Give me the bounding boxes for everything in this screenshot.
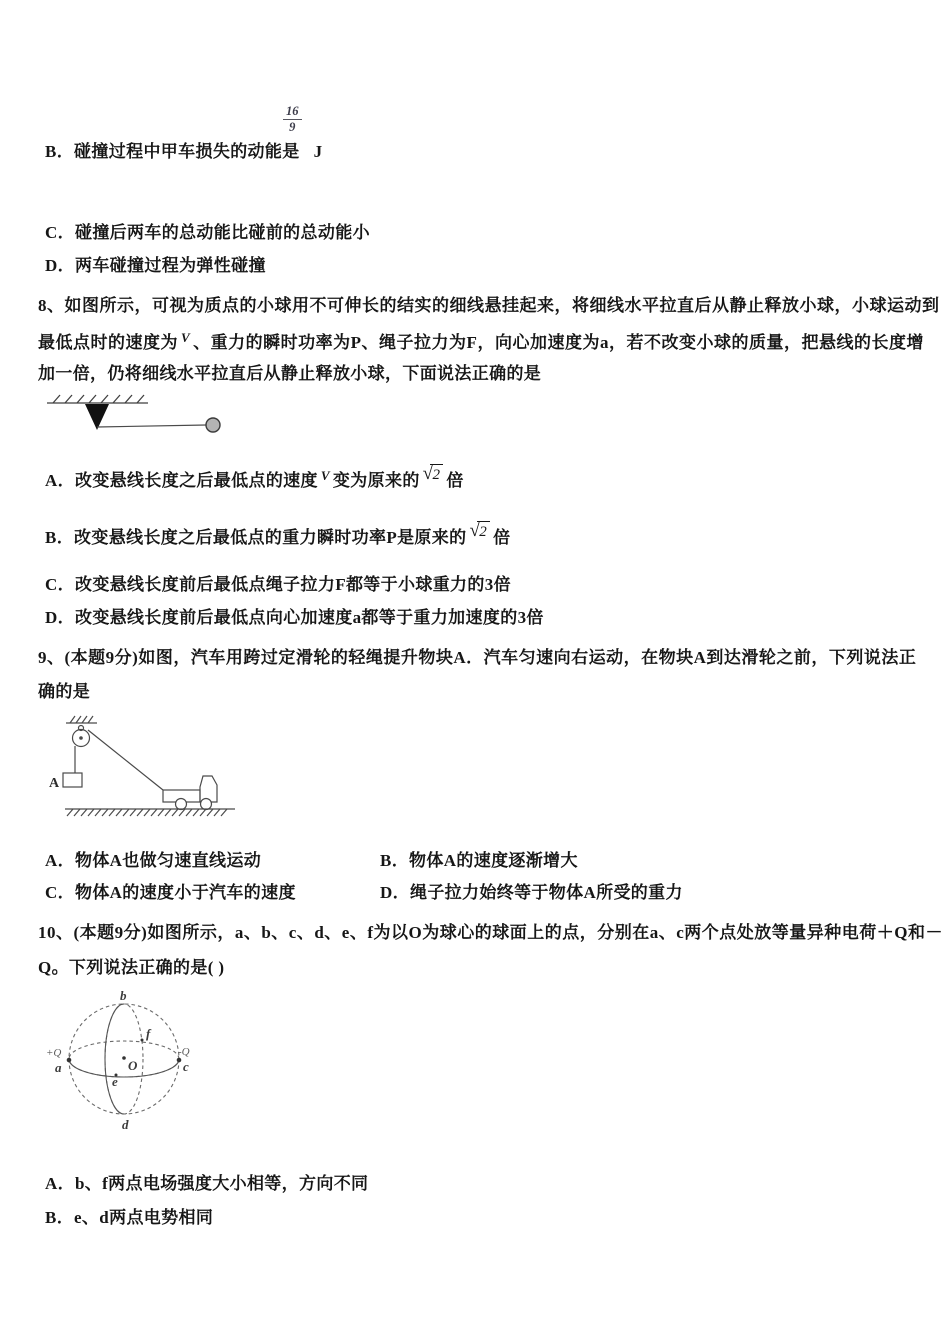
prev-option-d: D．两车碰撞过程为弹性碰撞 <box>45 256 266 275</box>
q8-stem-line-2 <box>38 327 924 353</box>
pivot-triangle-icon <box>85 404 109 430</box>
q9-option-d: D．绳子拉力始终等于物体A所受的重力 <box>380 883 683 902</box>
label-e: e <box>112 1074 118 1089</box>
q8-stem-line-2-post: 、重力的瞬时功率为P、绳子拉力为F，向心加速度为a，若不改变小球的质量，把悬线的长度增 <box>193 333 924 352</box>
point-f-dot <box>141 1039 144 1042</box>
ceiling-hatch <box>66 716 97 723</box>
prev-option-b <box>45 141 322 162</box>
label-c: c <box>183 1059 189 1074</box>
prev-option-c: C．碰撞后两车的总动能比碰前的总动能小 <box>45 223 370 242</box>
sqrt-2-symbol: √2 <box>469 520 490 543</box>
ball-icon <box>206 418 220 432</box>
q8-option-a-mid: 变为原来的 <box>332 471 420 490</box>
q9-stem-line-2: 确的是 <box>38 682 91 701</box>
q8-option-a <box>45 465 464 493</box>
label-plus-q: +Q <box>46 1047 62 1059</box>
q8-option-c: C．改变悬线长度前后最低点绳子拉力F都等于小球重力的3倍 <box>45 575 511 594</box>
prev-option-b-unit: J <box>313 142 323 161</box>
q9-option-c: C．物体A的速度小于汽车的速度 <box>45 883 296 902</box>
q8-option-d: D．改变悬线长度前后最低点向心加速度a都等于重力加速度的3倍 <box>45 608 544 627</box>
q8-option-b-pre: B．改变悬线长度之后最低点的重力瞬时功率P是原来的 <box>45 528 467 547</box>
block-a-label: A <box>49 776 60 791</box>
truck-wheel <box>176 799 187 810</box>
label-f: f <box>146 1026 151 1041</box>
q8-option-b <box>45 520 511 550</box>
velocity-symbol: V <box>181 330 191 345</box>
ground-hatch <box>65 809 235 816</box>
prev-option-b-text: B．碰撞过程中甲车损失的动能是 <box>45 142 300 161</box>
equator-front-arc <box>69 1059 179 1077</box>
charged-sphere-diagram <box>40 986 220 1144</box>
sqrt-2-symbol: √2 <box>423 463 444 486</box>
truck-wheel <box>201 799 212 810</box>
q8-option-a-post: 倍 <box>446 471 464 490</box>
q8-stem-line-1: 8、如图所示，可视为质点的小球用不可伸长的结实的细线悬挂起来，将细线水平拉直后从静止释放小球，小球运动到 <box>38 296 940 315</box>
pulley-axle <box>80 737 82 739</box>
q8-stem-line-3: 加一倍，仍将细线水平拉直后从静止释放小球，下面说法正确的是 <box>38 364 542 383</box>
velocity-symbol: V <box>320 468 330 483</box>
label-d: d <box>122 1117 129 1132</box>
q10-option-b: B．e、d两点电势相同 <box>45 1208 214 1227</box>
fraction-denominator: 9 <box>289 120 296 134</box>
ceiling-hatch <box>47 395 148 403</box>
q10-option-a: A．b、f两点电场强度大小相等，方向不同 <box>45 1174 369 1193</box>
string-line <box>97 425 206 427</box>
diagonal-rope <box>88 730 163 790</box>
fraction-numerator: 16 <box>283 105 302 120</box>
meridian-front-arc <box>105 1004 124 1114</box>
point-a-dot <box>67 1058 72 1063</box>
q9-option-a: A．物体A也做匀速直线运动 <box>45 851 262 870</box>
q8-stem-line-2-pre: 最低点时的速度为 <box>38 333 178 352</box>
pendulum-diagram <box>45 394 230 439</box>
pulley-truck-diagram <box>45 710 245 820</box>
label-b: b <box>120 988 127 1003</box>
truck-cab <box>200 776 217 802</box>
q9-stem-line-1: 9、(本题9分)如图，汽车用跨过定滑轮的轻绳提升物块A．汽车匀速向右运动，在物块A到达滑轮之前，下列说法正 <box>38 648 917 667</box>
label-minus-q: -Q <box>178 1046 190 1058</box>
point-c-dot <box>177 1058 182 1063</box>
q10-stem-line-1: 10、(本题9分)如图所示，a、b、c、d、e、f为以O为球心的球面上的点，分别在a、c两个点处放等量异种电荷＋Q和－ <box>38 923 943 942</box>
q9-option-b: B．物体A的速度逐渐增大 <box>380 851 578 870</box>
label-o: O <box>128 1058 138 1073</box>
q8-option-b-post: 倍 <box>493 528 511 547</box>
q10-stem-line-2: Q。下列说法正确的是( ) <box>38 958 225 977</box>
block-a <box>63 773 82 787</box>
fraction-16-9 <box>283 105 302 134</box>
q8-option-a-pre: A．改变悬线长度之后最低点的速度 <box>45 471 318 490</box>
label-a: a <box>55 1060 62 1075</box>
center-o-dot <box>122 1056 126 1060</box>
